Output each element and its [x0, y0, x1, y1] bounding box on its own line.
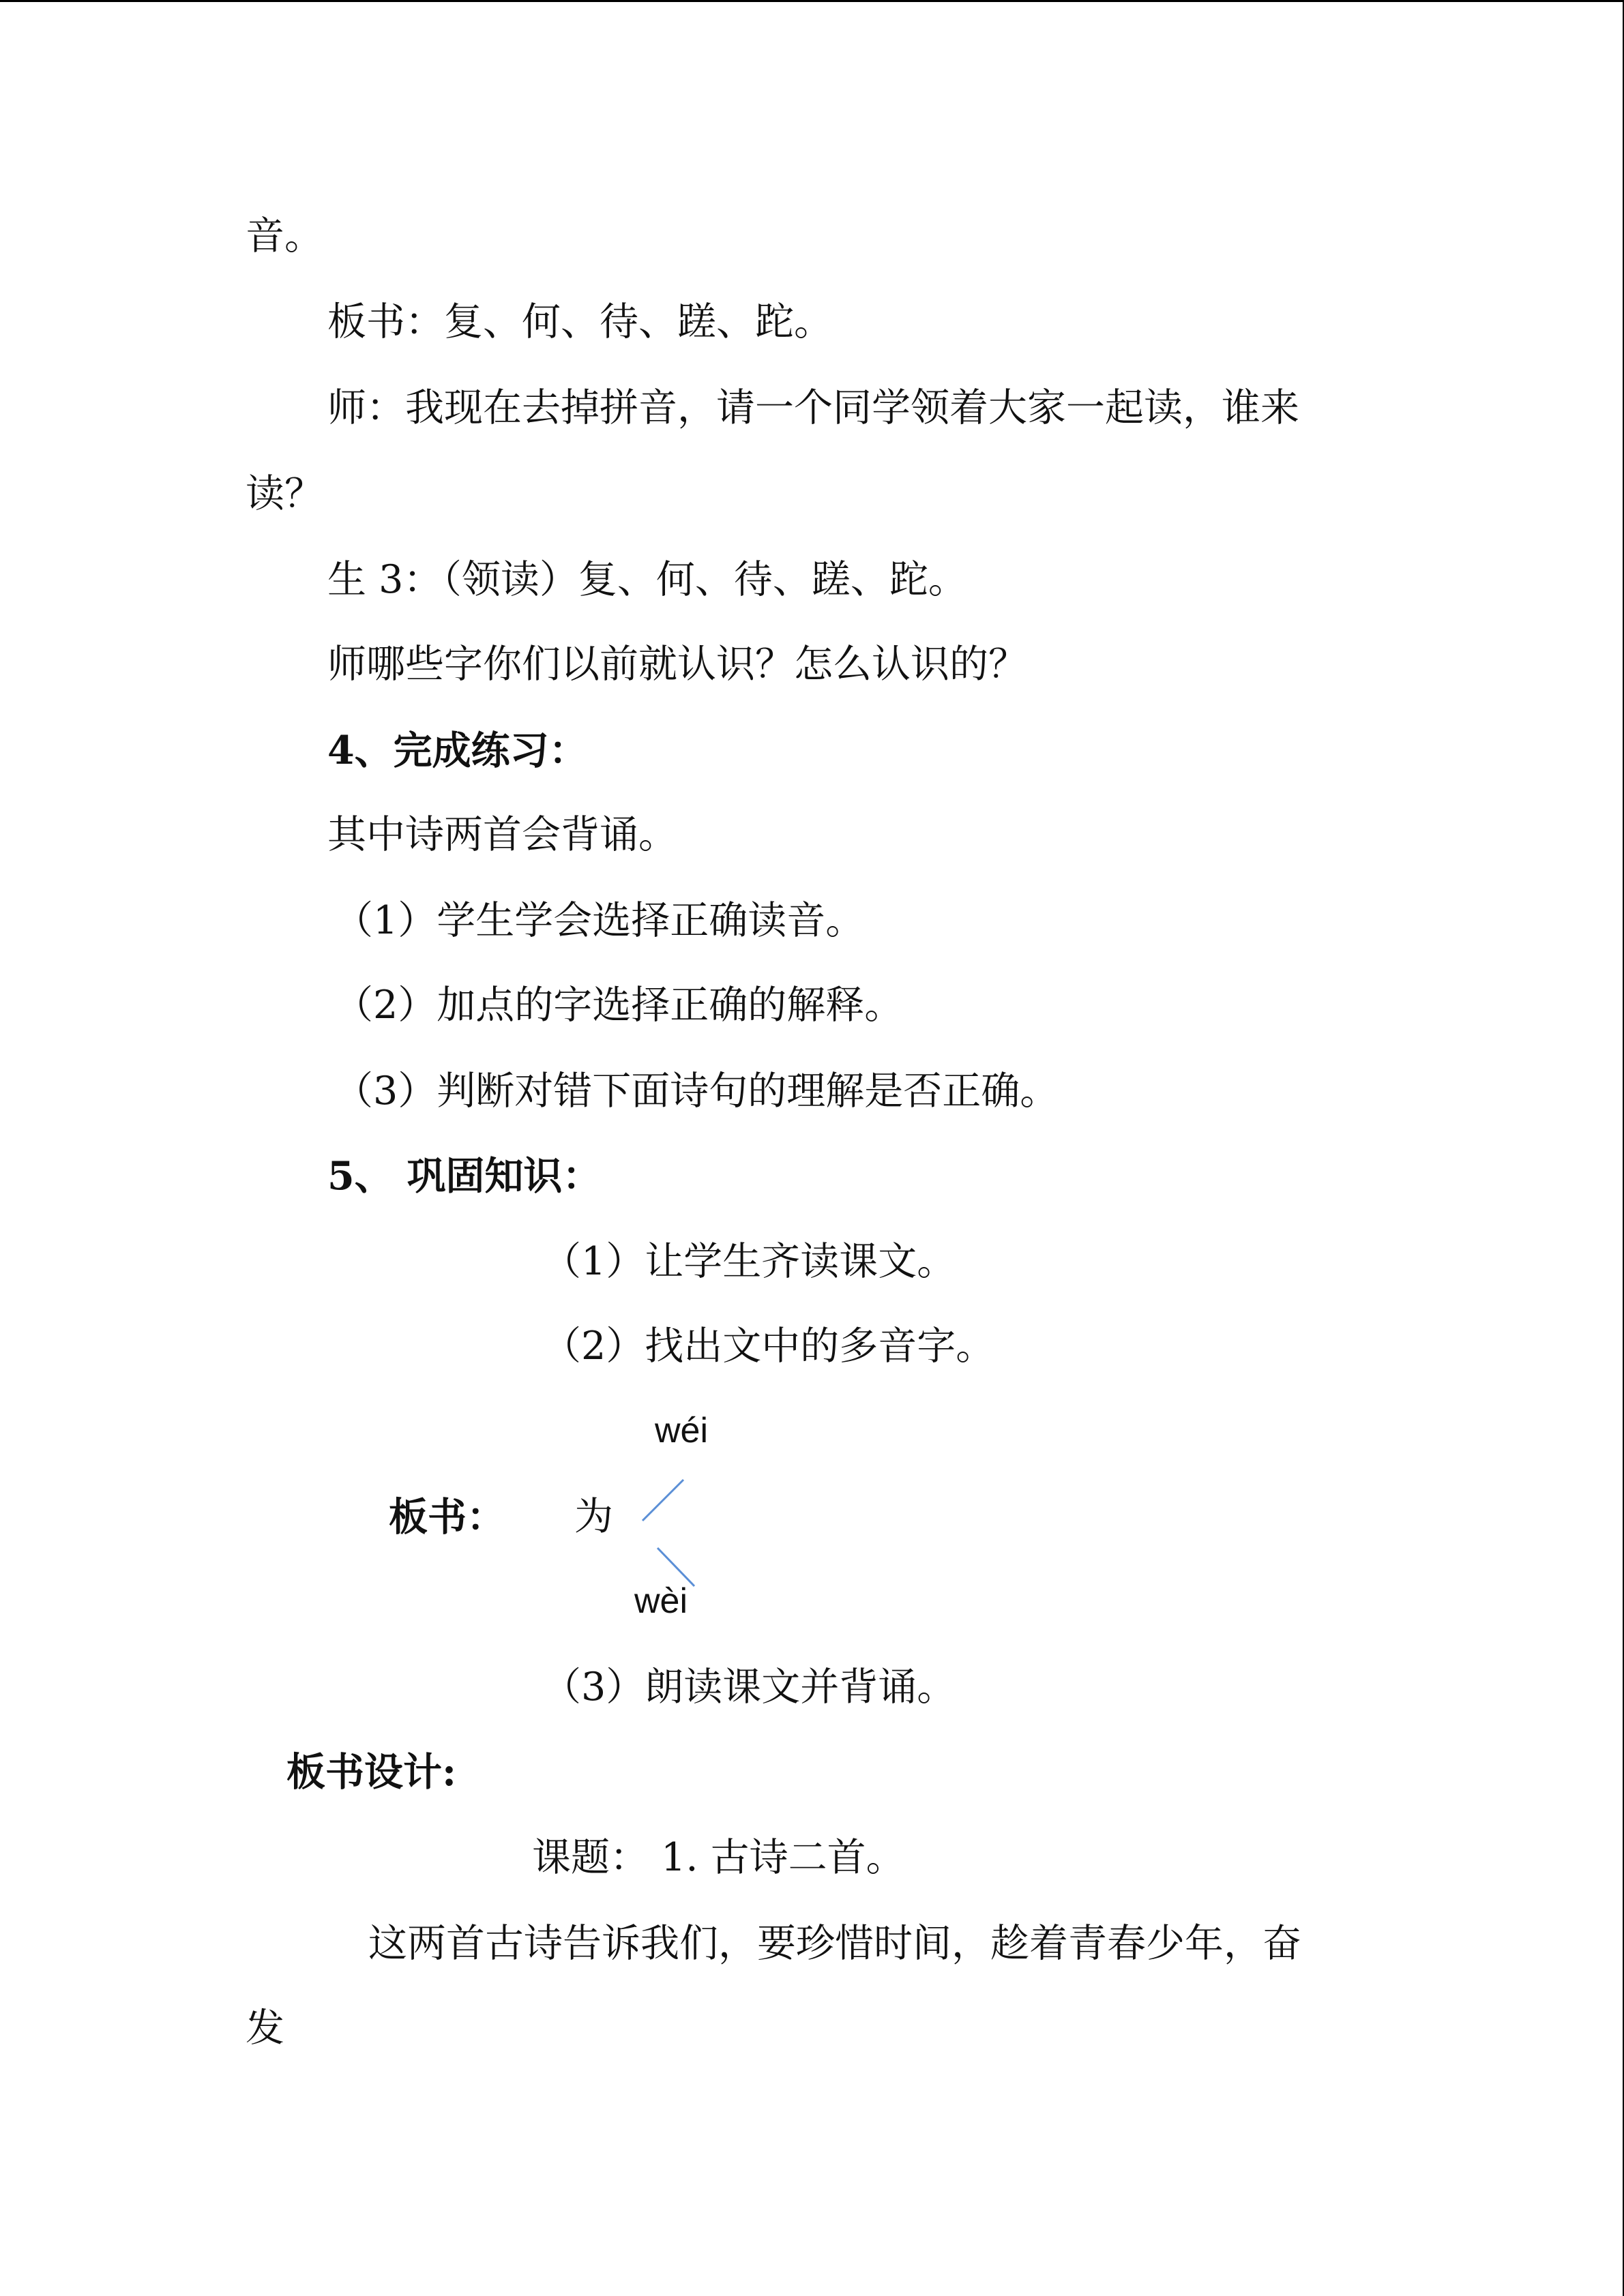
polyphonic-char: 为: [574, 1494, 613, 1539]
paragraph-line: 其中诗两首会背诵。: [327, 812, 677, 857]
pinyin-top: wéi: [655, 1411, 709, 1450]
lesson-title: 课题： 1. 古诗二首。: [532, 1835, 905, 1880]
paragraph-line: 板书：复、何、待、蹉、跎。: [327, 299, 833, 344]
list-item: （2）找出文中的多音字。: [542, 1324, 995, 1369]
page-top-border: [0, 0, 1624, 2]
paragraph-line: 生 3：（领读）复、何、待、蹉、跎。: [327, 557, 967, 602]
paragraph-line: 读？: [246, 471, 323, 516]
pinyin-bottom: wèi: [634, 1581, 688, 1621]
paragraph-line: 音。: [246, 213, 323, 258]
board-label: 板书：: [389, 1494, 505, 1540]
paragraph-line: 发: [246, 2006, 284, 2051]
list-item: （2）加点的字选择正确的解释。: [334, 983, 904, 1028]
section-heading: 4、完成练习：: [327, 728, 588, 773]
pronunciation-branch-lines: [634, 1473, 696, 1596]
board-design-heading: 板书设计:: [286, 1749, 457, 1795]
branch-line-up: [643, 1480, 683, 1521]
paragraph-line: 师：我现在去掉拼音，请一个同学领着大家一起读，谁来: [327, 385, 1299, 430]
list-item: （3）朗读课文并背诵。: [542, 1665, 956, 1710]
paragraph-line: 师哪些字你们以前就认识？怎么认识的？: [327, 642, 1027, 687]
list-item: （1）学生学会选择正确读音。: [334, 898, 865, 943]
list-item: （1）让学生齐读课文。: [542, 1239, 956, 1284]
branch-line-down: [658, 1548, 694, 1586]
list-item: （3）判断对错下面诗句的理解是否正确。: [334, 1069, 1059, 1114]
paragraph-line: 这两首古诗告诉我们，要珍惜时间，趁着青春少年，奋: [368, 1921, 1301, 1966]
section-heading: 5、 巩固知识：: [327, 1153, 602, 1199]
